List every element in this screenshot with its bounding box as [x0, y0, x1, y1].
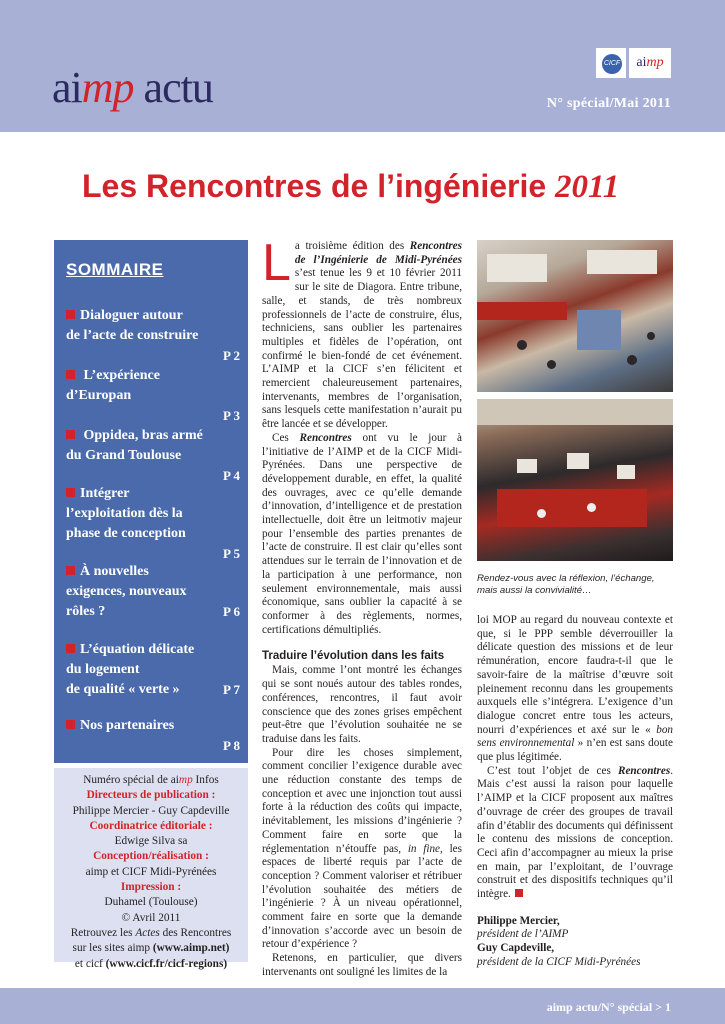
- sommaire-item-oppidea[interactable]: Oppidea, bras armé du Grand Toulouse P 4: [66, 428, 240, 483]
- exhibition-photo-2: [477, 399, 673, 561]
- article-paragraph-6: loi MOP au regard du nouveau contexte et que, si le PPP semble déverrouiller la délicate question des missions et de leur rémunération, encore faudra-t-il que le savoir-faire de la maîtrise d’œuvre soit pleinement reconnu dans les groupements auxquels elle s’intégrera. L’exigence d’un dialogue concret entre tous les acteurs, nourri d’expériences et axé sur le « bon sens environnemental » n’en est sans doute que plus légitimée.: [477, 614, 673, 764]
- sommaire-item-partenaires[interactable]: Nos partenaires P 8: [66, 716, 240, 756]
- article-column-2: [477, 614, 673, 970]
- article-paragraph-2: Ces Rencontres ont vu le jour à l’initiative de l’AIMP et de la CICF Midi-Pyrénées. Dans une perspective de développement durable, en effet, la qualité des ouvrages, avec ce qu’elle demande d’innovation, d’intelligence et de prestation intellectuelle, doit être un leitmotiv majeur pour l’ensemble des parties prenantes de l’acte de construire. Il est clair qu’elles sont attendues sur le terrain de l’innovation et de la participation à une performance, non seulement environnementale, mais aussi économique, sans oublier la capacité à se conformer à des règlements, normes, certifications démultipliés.: [262, 431, 463, 636]
- footer-page-label: aimp actu/N° spécial > 1: [546, 1000, 671, 1014]
- photo-caption: Rendez-vous avec la réflexion, l’échange, mais aussi la convivialité…: [477, 573, 655, 596]
- article-paragraph-5: Retenons, en particulier, que divers intervenants ont souligné les limites de la: [262, 952, 462, 978]
- aimp-actu-logo: aimp actu: [52, 63, 213, 112]
- sommaire-item-europan[interactable]: L’expérience d’Europan P 3: [66, 368, 240, 423]
- exhibition-photo-1: [477, 240, 673, 392]
- end-mark-icon: [515, 889, 523, 897]
- article-paragraph-3: Mais, comme l’ont montré les échanges qui se sont noués autour des tables rondes, conférences, rencontres, il faut avoir conscience que des zones grises empêchent peut-être que l’évolution souhaitée ne se traduise dans les faits.: [262, 664, 462, 745]
- aimp-badge: aimp: [629, 48, 671, 78]
- article-column-1: [262, 234, 463, 980]
- cicf-website-link[interactable]: (www.cicf.fr/cicf-regions): [105, 957, 228, 970]
- article-paragraph-1: La troisième édition des Rencontres de l’Ingénierie de Midi-Pyrénées s’est tenue les 9 et 10 février 2011 sur le site de Diagora. Entre tribune, salle, et stands, de très nombreux professionnels de l’acte de construire, élus, techniciens, sans oublier les partenaires multiples et fidèles de l’opération, ont confirmé le bien-fondé de cet événement. L’AIMP et la CICF s’en félicitent et remercient chaleureusement partenaires, intervenants, membres de l’organisation, sans lesquels cette manifestation n’aurait pu être lancée et se développer.: [262, 234, 462, 431]
- sommaire-item-nouvelles-exigences[interactable]: À nouvelles exigences, nouveaux rôles ? P 6: [66, 564, 240, 619]
- article-paragraph-4: Pour dire les choses simplement, comment concilier l’exigence durable avec une réduction constante des temps de conception et avec une injonction tout aussi forte à la réduction des coûts qui impacte, inévitablement, les missions d’ingénierie ? Comment faire en sorte que la réglementation n’étouffe pas, in fine, les espaces de liberté requis par l’acte de conception ? Comment valoriser et rétribuer l’évolution souhaitée des métiers de l’ingénierie ? À un niveau opérationnel, comment faire en sorte que la demande d’innovation s’accorde avec un besoin de retour d’expérience ?: [262, 746, 462, 951]
- cicf-badge: [596, 48, 626, 78]
- sommaire-item-equation-logement[interactable]: L’équation délicate du logement de qualité « verte » P 7: [66, 642, 240, 697]
- article-paragraph-7: C’est tout l’objet de ces Rencontres. Mais c’est aussi la raison pour laquelle l’AIMP et la CICF proposent aux maîtres d’ouvrage de créer des groupes de travail afin d’établir des documents qui définissent le contenu des missions de conception. Ceci afin d’accompagner au mieux la prise en main, par l’exploitant, de l’ouvrage construit et des dispositifs techniques qu’il intègre.: [477, 764, 673, 901]
- issue-label: N° spécial/Mai 2011: [546, 96, 671, 111]
- signatures: Philippe Mercier, président de l’AIMP Guy Capdeville, président de la CICF Midi-Pyrénées: [477, 914, 641, 968]
- sommaire-item-dialoguer[interactable]: Dialoguer autour de l’acte de construire P 2: [66, 308, 240, 363]
- red-square-icon: [66, 644, 75, 653]
- red-square-icon: [66, 566, 75, 575]
- red-square-icon: [66, 310, 75, 319]
- partner-badges: [596, 48, 672, 78]
- credits-box: Numéro spécial de aimp Infos Directeurs de publication : Philippe Mercier - Guy Capdeville Coordinatrice éditoriale : Edwige Silva sa Conception/réalisation : aimp et CICF Midi-Pyrénées Impression : Duhamel (Toulouse) © Avril 2011 Retrouvez les Actes des Rencontres sur les sites aimp (www.aimp.net) et cicf (www.cicf.fr/cicf-regions): [54, 768, 248, 962]
- aimp-website-link[interactable]: (www.aimp.net): [152, 942, 230, 955]
- cicf-logo-icon: CICF: [602, 54, 622, 74]
- red-square-icon: [66, 430, 75, 439]
- sommaire-heading: SOMMAIRE: [66, 260, 164, 279]
- drop-cap: L: [262, 234, 291, 292]
- red-square-icon: [66, 370, 75, 379]
- sommaire-item-integrer[interactable]: Intégrer l’exploitation dès la phase de conception P 5: [66, 486, 240, 561]
- red-square-icon: [66, 720, 75, 729]
- page-title: Les Rencontres de l’ingénierie 2011: [82, 168, 620, 205]
- article-subheading: Traduire l’évolution dans les faits: [262, 650, 445, 663]
- sommaire-box: [54, 240, 248, 763]
- red-square-icon: [66, 488, 75, 497]
